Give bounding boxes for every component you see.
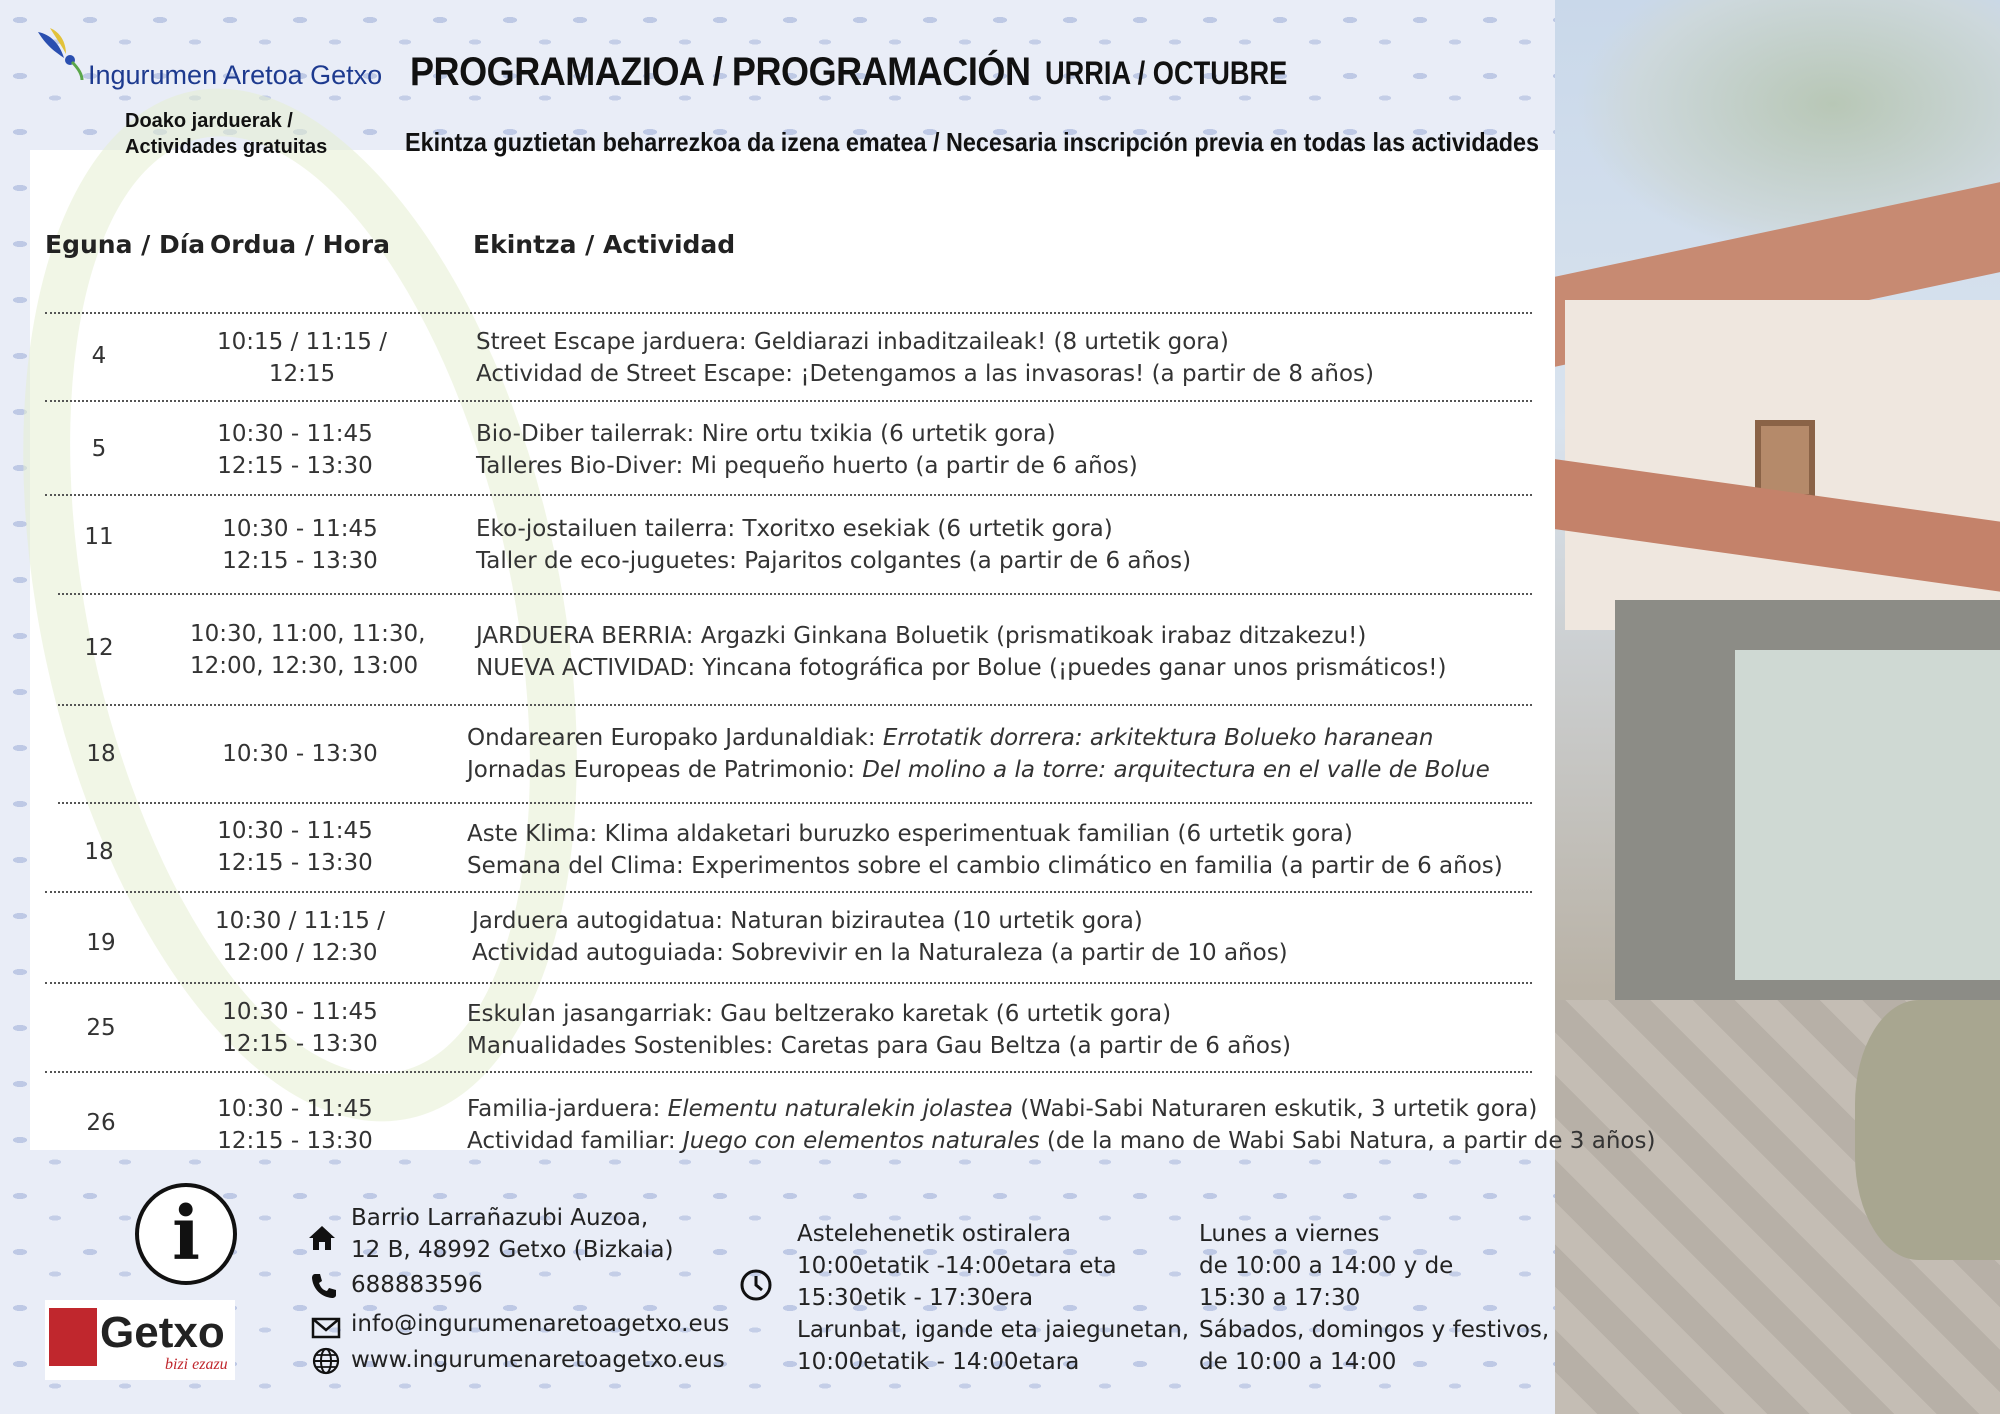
home-icon	[307, 1223, 337, 1253]
hours-es-line: 15:30 a 17:30	[1199, 1285, 1361, 1311]
row-day: 11	[84, 524, 114, 550]
row-time-1: 10:30 - 11:45	[222, 516, 378, 542]
row-time-1: 10:30 - 11:45	[217, 421, 373, 447]
row-time-2: 12:15 - 13:30	[217, 1128, 373, 1154]
row-activity-eu: Jarduera autogidatua: Naturan bizirautea (10 urtetik gora)	[472, 908, 1143, 934]
column-header-time: Ordua / Hora	[210, 230, 390, 259]
row-activity-es: Manualidades Sostenibles: Caretas para Gau Beltza (a partir de 6 años)	[467, 1033, 1291, 1059]
row-divider	[58, 704, 1532, 706]
column-header-day: Eguna / Día	[45, 230, 206, 259]
free-line-1: Doako jarduerak /	[125, 110, 293, 132]
row-activity-eu: Aste Klima: Klima aldaketari buruzko esperimentuak familian (6 urtetik gora)	[467, 821, 1353, 847]
row-time-2: 12:15 - 13:30	[217, 850, 373, 876]
website-link[interactable]: www.ingurumenaretoagetxo.eus	[351, 1347, 725, 1373]
row-activity-es: Jornadas Europeas de Patrimonio: Del molino a la torre: arquitectura en el valle de Bolue	[467, 757, 1490, 783]
row-day: 25	[86, 1015, 116, 1041]
row-activity-eu: Eko-jostailuen tailerra: Txoritxo esekiak (6 urtetik gora)	[476, 516, 1113, 542]
bird-logo-icon	[30, 22, 90, 82]
row-divider	[58, 802, 1532, 804]
phone-number: 688883596	[351, 1272, 483, 1298]
brand-logo	[30, 22, 383, 92]
row-activity-es: Taller de eco-juguetes: Pajaritos colgantes (a partir de 6 años)	[476, 548, 1192, 574]
row-activity-eu: Eskulan jasangarriak: Gau beltzerako karetak (6 urtetik gora)	[467, 1001, 1172, 1027]
row-day: 19	[86, 930, 116, 956]
row-time-1: 10:15 / 11:15 /	[217, 329, 387, 355]
row-divider	[45, 400, 1532, 402]
row-time-2: 12:15 - 13:30	[222, 548, 378, 574]
email-address[interactable]: info@ingurumenaretoagetxo.eus	[351, 1311, 730, 1337]
row-activity-es: Talleres Bio-Diver: Mi pequeño huerto (a partir de 6 años)	[476, 453, 1138, 479]
row-activity-es: Semana del Clima: Experimentos sobre el cambio climático en familia (a partir de 6 años)	[467, 853, 1503, 879]
row-activity-eu: JARDUERA BERRIA: Argazki Ginkana Boluetik (prismatikoak irabaz ditzakezu!)	[476, 623, 1367, 649]
address-line-1: Barrio Larrañazubi Auzoa,	[351, 1205, 649, 1231]
row-divider	[45, 1071, 1532, 1073]
row-time-1: 10:30, 11:00, 11:30,	[190, 621, 426, 647]
free-activities-label	[125, 108, 327, 160]
hours-es-line: de 10:00 a 14:00 y de	[1199, 1253, 1454, 1279]
getxo-tagline: bizi ezazu	[165, 1356, 228, 1373]
hours-es-line: Lunes a viernes	[1199, 1221, 1380, 1247]
row-time-2: 12:00, 12:30, 13:00	[190, 653, 419, 679]
phone-icon	[309, 1271, 339, 1301]
hours-es	[1199, 1218, 1549, 1378]
row-activity-eu: Ondarearen Europako Jardunaldiak: Errotatik dorrera: arkitektura Bolueko haranean	[467, 725, 1434, 751]
row-divider	[45, 312, 1532, 314]
row-day: 26	[86, 1110, 116, 1136]
row-activity-es: Actividad autoguiada: Sobrevivir en la Naturaleza (a partir de 10 años)	[472, 940, 1288, 966]
row-activity-es: NUEVA ACTIVIDAD: Yincana fotográfica por Bolue (¡puedes ganar unos prismáticos!)	[476, 655, 1447, 681]
logo-text: Ingurumen Aretoa Getxo	[88, 60, 383, 90]
mail-icon	[311, 1313, 341, 1343]
row-activity-eu: Familia-jarduera: Elementu naturalekin jolastea (Wabi-Sabi Naturaren eskutik, 3 urtetik gora)	[467, 1096, 1538, 1122]
address-line-2: 12 B, 48992 Getxo (Bizkaia)	[351, 1237, 674, 1263]
row-time-1: 10:30 / 11:15 /	[215, 908, 385, 934]
month-label: URRIA / OCTUBRE	[1045, 55, 1288, 91]
free-line-2: Actividades gratuitas	[125, 136, 328, 158]
getxo-wordmark: Getxo	[100, 1308, 225, 1357]
row-day: 18	[84, 839, 114, 865]
row-time-1: 10:30 - 11:45	[217, 1096, 373, 1122]
hours-eu-line: 10:00etatik -14:00etara eta	[797, 1253, 1117, 1279]
hours-eu-line: Larunbat, igande eta jaiegunetan,	[797, 1317, 1190, 1343]
row-day: 5	[91, 436, 107, 462]
row-day: 4	[91, 343, 107, 369]
row-time-1: 10:30 - 11:45	[222, 999, 378, 1025]
info-icon: i	[135, 1183, 237, 1285]
row-activity-eu: Street Escape jarduera: Geldiarazi inbaditzaileak! (8 urtetik gora)	[476, 329, 1229, 355]
row-activity-es: Actividad de Street Escape: ¡Detengamos a las invasoras! (a partir de 8 años)	[476, 361, 1374, 387]
row-time-1: 10:30 - 13:30	[222, 741, 378, 767]
hours-eu-line: Astelehenetik ostiralera	[797, 1221, 1072, 1247]
row-divider	[45, 891, 1532, 893]
row-divider	[45, 982, 1532, 984]
row-time-2: 12:15 - 13:30	[217, 453, 373, 479]
page-title: PROGRAMAZIOA / PROGRAMACIÓN	[410, 50, 1031, 94]
hours-es-line: de 10:00 a 14:00	[1199, 1349, 1397, 1375]
getxo-logo	[45, 1300, 235, 1380]
row-day: 12	[84, 635, 114, 661]
column-header-activity: Ekintza / Actividad	[473, 230, 736, 259]
row-time-2: 12:00 / 12:30	[222, 940, 378, 966]
hours-eu-line: 15:30etik - 17:30era	[797, 1285, 1034, 1311]
row-activity-es: Actividad familiar: Juego con elementos naturales (de la mano de Wabi Sabi Natura, a partir de 3 años)	[467, 1128, 1656, 1154]
hours-eu	[797, 1218, 1189, 1378]
globe-icon	[311, 1346, 341, 1376]
row-time-1: 10:30 - 11:45	[217, 818, 373, 844]
shield-icon	[49, 1308, 97, 1366]
hours-es-line: Sábados, domingos y festivos,	[1199, 1317, 1550, 1343]
registration-note: Ekintza guztietan beharrezkoa da izena ematea / Necesaria inscripción previa en todas las actividades	[405, 127, 1540, 157]
building-photo	[1555, 0, 2000, 1414]
row-activity-eu: Bio-Diber tailerrak: Nire ortu txikia (6 urtetik gora)	[476, 421, 1056, 447]
row-divider	[45, 494, 1532, 496]
hours-eu-line: 10:00etatik - 14:00etara	[797, 1349, 1080, 1375]
row-day: 18	[86, 741, 116, 767]
clock-icon	[739, 1268, 773, 1302]
row-divider	[58, 593, 1532, 595]
row-time-2: 12:15 - 13:30	[222, 1031, 378, 1057]
row-time-2: 12:15	[268, 361, 336, 387]
